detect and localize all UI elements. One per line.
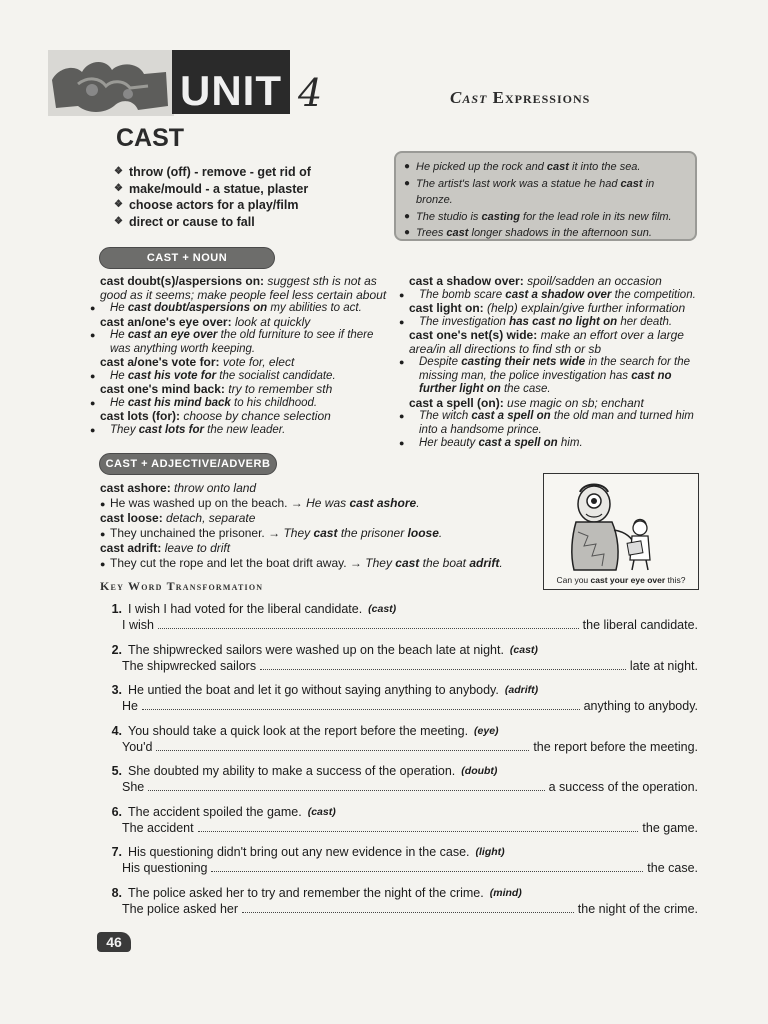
entry-example: ● He cast an eye over the old furniture to see if there was anything worth keeping. — [90, 329, 374, 355]
exercise-item: 3. He untied the boat and let it go without saying anything to anybody. (adrift) He anything to anybody. — [111, 683, 698, 713]
bullet-icon: ● — [404, 161, 411, 172]
unit-label: UNIT — [172, 50, 290, 114]
adjective-column — [100, 481, 540, 571]
diamond-bullet-icon: ❖ — [114, 182, 123, 194]
entry: cast one's mind back: try to remember sth — [100, 382, 333, 396]
answer-blank[interactable] — [211, 861, 643, 872]
meaning-item: ❖ make/mould - a statue, plaster — [114, 181, 309, 196]
entry-example: ● He cast his vote for the socialist candidate. — [90, 369, 336, 382]
entry-example: ● The witch cast a spell on the old man and turned him into a handsome prince. — [399, 410, 694, 436]
answer-blank[interactable] — [242, 902, 574, 913]
diamond-bullet-icon: ❖ — [114, 199, 123, 210]
diamond-bullet-icon: ❖ — [114, 215, 123, 227]
cartoon-caption: Can you cast your eye over this? — [556, 575, 686, 585]
entry-example: ● The investigation has cast no light on her death. — [399, 315, 673, 328]
kwt-title: Key Word Transformation — [100, 579, 264, 593]
entry-example: ● He cast doubt/aspersions on my abilities to act. — [90, 302, 362, 314]
entry: cast adrift: leave to drift — [100, 541, 231, 555]
noun-column-left — [90, 274, 392, 437]
noun-column-right — [399, 274, 701, 451]
section-title-part-1: Cast — [450, 88, 488, 107]
main-word-heading: CAST — [116, 124, 185, 152]
entry-example: ● Her beauty cast a spell on him. — [399, 437, 583, 449]
example-item: ● He picked up the rock and cast it into the sea. — [404, 159, 687, 176]
exercise-item: 6. The accident spoiled the game. (cast) The accident the game. — [111, 804, 698, 835]
answer-blank[interactable] — [260, 659, 626, 670]
entry-example: ● The bomb scare cast a shadow over the competition. — [399, 288, 696, 301]
bullet-icon: ● — [404, 210, 411, 222]
meanings-list — [114, 164, 311, 230]
exercise-item: 1. I wish I had voted for the liberal candidate. (cast) I wish the liberal candidate. — [111, 602, 698, 632]
answer-blank[interactable] — [198, 821, 639, 832]
entry-example: ● They unchained the prisoner. → They cast the prisoner loose. — [100, 525, 443, 540]
entry: cast one's net(s) wide: make an effort over a large area/in all directions to find sth or sb — [409, 328, 684, 356]
cartoon-illustration — [543, 473, 699, 590]
entry-example: ● He cast his mind back to his childhood. — [90, 396, 318, 409]
cyclops-cartoon-icon — [544, 474, 700, 574]
tag-cast-noun: CAST + NOUN — [99, 247, 275, 269]
page-number: 46 — [97, 932, 131, 952]
entry-example: ● He was washed up on the beach. → He was cast ashore. — [100, 495, 420, 510]
section-title-part-2: Expressions — [492, 88, 591, 107]
entry: cast light on: (help) explain/give further information — [409, 301, 686, 315]
entry: cast an/one's eye over: look at quickly — [100, 314, 311, 329]
entry: cast a spell (on): use magic on sb; enchant — [409, 395, 644, 410]
exercise-item: 4. You should take a quick look at the report before the meeting. (eye) You'd the report before the meeting. — [111, 723, 698, 754]
meaning-item: ❖ choose actors for a play/film — [114, 198, 299, 212]
examples-box — [394, 151, 697, 241]
answer-blank[interactable] — [156, 740, 529, 751]
bullet-icon: ● — [404, 227, 411, 238]
entry-example: ● Despite casting their nets wide in the search for the missing man, the police investigation has cast no further light on the case. — [399, 356, 691, 395]
entry: cast loose: detach, separate — [100, 511, 256, 525]
exercise-item: 5. She doubted my ability to make a success of the operation. (doubt) She a success of the operation. — [111, 764, 698, 794]
exercise-list — [104, 601, 698, 925]
entry: cast lots (for): choose by chance selection — [100, 409, 331, 423]
entry: cast ashore: throw onto land — [100, 481, 257, 495]
answer-blank[interactable] — [148, 780, 544, 791]
example-item: ● The artist's last work was a statue he had cast in bronze. — [404, 176, 687, 209]
answer-blank[interactable] — [142, 699, 580, 710]
unit-number: 4 — [298, 71, 323, 115]
entry: cast a shadow over: spoil/sadden an occasion — [409, 274, 662, 288]
bullet-icon: ● — [404, 177, 411, 189]
section-title — [450, 88, 590, 108]
entry-example: ● They cut the rope and let the boat drift away. → They cast the boat adrift. — [100, 555, 503, 570]
entry-example: ● They cast lots for the new leader. — [90, 423, 286, 436]
entry: cast a/one's vote for: vote for, elect — [100, 355, 295, 369]
example-item: ● Trees cast longer shadows in the afternoon sun. — [404, 225, 687, 242]
exercise-item: 8. The police asked her to try and remember the night of the crime. (mind) The police asked her the night of the crime. — [111, 885, 698, 916]
exercise-item: 2. The shipwrecked sailors were washed up on the beach late at night. (cast) The shipwrecked sailors late at night. — [111, 642, 698, 673]
tag-cast-adjective-adverb: CAST + ADJECTIVE/ADVERB — [99, 453, 277, 475]
exercise-item: 7. His questioning didn't bring out any new evidence in the case. (light) His questioning the case. — [111, 845, 698, 875]
entry: cast doubt(s)/aspersions on: suggest sth is not as good as it seems; make people feel less certain about — [100, 274, 387, 302]
answer-blank[interactable] — [158, 618, 579, 629]
example-item: ● The studio is casting for the lead role in its new film. — [404, 209, 687, 226]
meaning-item: ❖ throw (off) - remove - get rid of — [114, 165, 311, 179]
meaning-item: ❖ direct or cause to fall — [114, 214, 255, 229]
diamond-bullet-icon: ❖ — [114, 166, 123, 177]
puzzle-piece-icon — [48, 50, 174, 116]
